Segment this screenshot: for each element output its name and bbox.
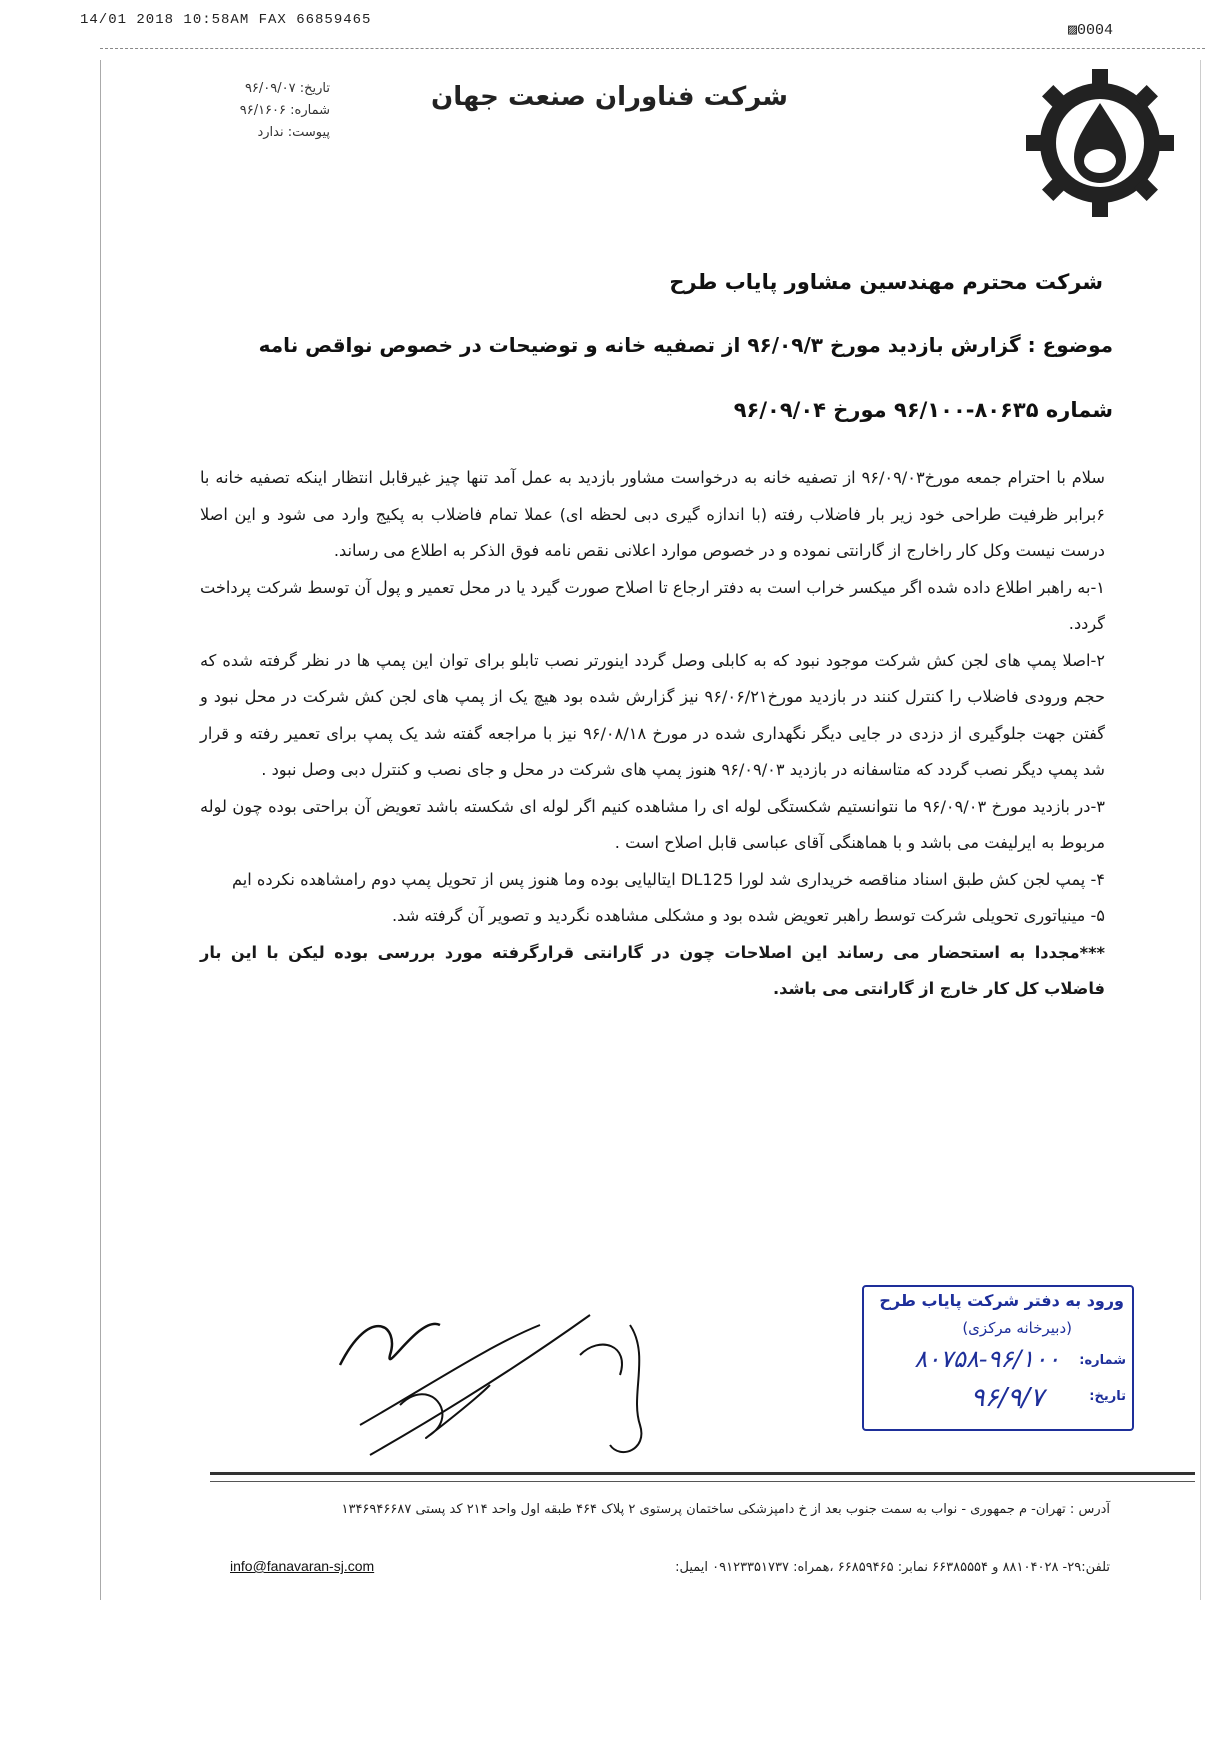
letter-date: تاریخ: ۹۶/۰۹/۰۷ (244, 81, 330, 96)
item-1: ۱-به راهبر اطلاع داده شده اگر میکسر خراب است به دفتر ارجاع تا اصلاح صورت گیرد یا در محل تعمیر و پول آن توسط شرکت پرداخت گردد. (200, 577, 1105, 633)
fax-header: 14/01 2018 10:58AM FAX 66859465 (80, 12, 372, 28)
right-edge (1200, 60, 1201, 1600)
stamp-date-label: تاریخ: (1089, 1389, 1126, 1404)
stamp-number-label: شماره: (1079, 1353, 1126, 1368)
recipient: شرکت محترم مهندسین مشاور پایاب طرح (669, 270, 1103, 294)
stamp-subtitle: (دبیرخانه مرکزی) (962, 1319, 1072, 1337)
stamp-date-value: ۹۶/۹/۷ (970, 1383, 1044, 1413)
letter-body (200, 460, 1105, 1008)
signature-scribbles (330, 1265, 690, 1475)
letter-meta (190, 78, 330, 144)
footer-address: آدرس : تهران- م جمهوری - نواب به سمت جنوب بعد از خ دامپزشکی ساختمان پرستوی ۲ پلاک ۴۶۴ طبقه اول واحد ۲۱۴ کد پستی ۱۳۴۶۹۴۶۶۸۷ (341, 1502, 1110, 1517)
stamp-number-value: ۸۰۷۵۸-۹۶/۱۰۰ (914, 1345, 1060, 1373)
item-4: ۴- پمپ لجن کش طبق اسناد مناقصه خریداری شد لورا DL125 ایتالیایی بوده وما هنوز پس از تحویل پمپ دوم رامشاهده نکرده ایم (231, 869, 1105, 889)
letter-number: شماره: ۹۶/۱۶۰۶ (239, 103, 330, 118)
receipt-stamp (862, 1285, 1134, 1431)
company-name: شرکت فناوران صنعت جهان (431, 82, 788, 112)
item-5: ۵- مینیاتوری تحویلی شرکت توسط راهبر تعویض شده بود و مشکلی مشاهده نگردید و تصویر آن گرفته شد. (391, 906, 1105, 925)
item-2: ۲-اصلا پمپ های لجن کش شرکت موجود نبود که به کابلی وصل گردد اینورتر نصب تابلو برای توان این پمپ ها در نظر گرفته شده که حجم ورودی فاضلاب را کنترل کنند در بازدید مورخ۹۶/۰۶/۲۱ نیز گزارش شده بود هیچ یک از پمپ های لجن کش شرکت در محل نبود و گفتن جهت جلوگیری از دزدی در جایی دیگر نگهداری شده در مورخ ۹۶/۰۸/۱۸ نیز با مراجعه گفته شد یک پمپ برای تعمیر رفته و قرار شد پمپ دیگر نصب گردد که متاسفانه در بازدید ۹۶/۰۹/۰۳ هنوز پمپ های شرکت در محل و جای نصب و کنترل دبی وصل نبود . (200, 650, 1105, 779)
fax-page-icon: ▨ (1067, 22, 1077, 39)
intro-paragraph: سلام با احترام جمعه مورخ۹۶/۰۹/۰۳ از تصفیه خانه به درخواست مشاور بازدید به عمل آمد تنها چیز غیرقابل انتظار اینکه تصفیه خانه با ۶برابر ظرفیت طراحی خود زیر بار فاضلاب رفته (با اندازه گیری دبی لحظه ای) عملا تمام فاضلاب به پکیج وارد می شود و این اصلا درست نیست وکل کار راخارج از گارانتی نموده و در خصوص موارد اعلانی نقص نامه فوق الذکر به اطلاع می رساند. (200, 468, 1105, 560)
stamp-title: ورود به دفتر شرکت پایاب طرح (879, 1291, 1124, 1310)
letter-attachment: پیوست: ندارد (257, 125, 330, 140)
subject-line: موضوع : گزارش بازدید مورخ ۹۶/۰۹/۳ از تصفیه خانه و توضیحات در خصوص نواقص نامه (258, 333, 1113, 357)
fax-page-number: ▨0004 (1067, 22, 1113, 39)
item-3: ۳-در بازدید مورخ ۹۶/۰۹/۰۳ ما نتوانستیم شکستگی لوله ای را مشاهده کنیم اگر لوله ای شکسته باشد تعویض آن براحتی بوده چون لوله مربوط به ایرلیفت می باشد و با هماهنگی آقای عباسی قابل اصلاح است . (200, 796, 1105, 852)
footer-rule (210, 1472, 1195, 1482)
footer-email-link[interactable]: info@fanavaran-sj.com (230, 1558, 375, 1574)
left-margin-marks (100, 60, 115, 1600)
company-logo-icon (1010, 68, 1190, 218)
closing-paragraph: ***مجددا به استحضار می رساند این اصلاحات چون در گارانتی قرارگرفته مورد بررسی بوده لیکن با این بار فاضلاب کل کار خارج از گارانتی می باشد. (200, 942, 1105, 998)
reference-number: شماره ۸۰۶۳۵-۹۶/۱۰۰ مورخ ۹۶/۰۹/۰۴ (733, 398, 1113, 422)
footer-phones: تلفن:۲۹- ۸۸۱۰۴۰۲۸ و ۶۶۳۸۵۵۵۴ نمابر: ۶۶۸۵۹۴۶۵ ،همراه: ۰۹۱۲۳۳۵۱۷۳۷ ایمیل: (675, 1560, 1110, 1575)
